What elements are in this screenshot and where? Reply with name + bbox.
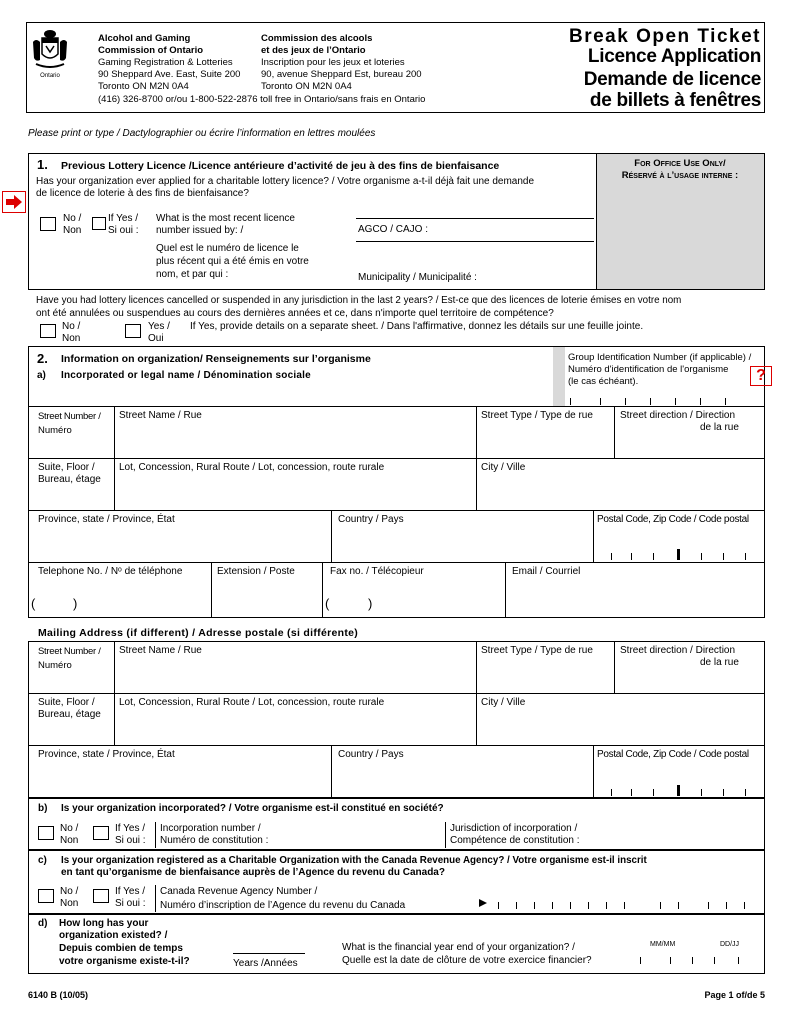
prev-licence-yes-checkbox[interactable] [92,217,106,230]
prev-yes-label: If Yes / [108,213,139,224]
cancelled-question-line2: ont été annulées ou suspendues au cours des dernières années et ce, dans n'importe quel territoire de compétence? [36,308,554,319]
agency-en-line2: Commission of Ontario [98,45,204,56]
municipality-label: Municipality / Municipalité : [358,272,477,283]
fiscal-year-en: What is the financial year end of your organization? / [342,942,575,953]
telephone-area-open: ( [31,596,36,611]
telephone-label: Telephone No. / Nᵒ de téléphone [38,566,183,577]
incorporated-no-label-fr: Non [60,835,79,846]
recent-licence-fr-line3: nom, et par qui : [156,269,229,280]
cra-number-label: Canada Revenue Agency Number / [160,886,318,897]
section1-question-line1: Has your organization ever applied for a charitable lottery licence? / Votre organisme a-t-il déjà fait une demande [36,176,535,187]
fax-label: Fax no. / Télécopieur [330,566,424,577]
section1-number: 1. [37,157,48,172]
street-direction-label: Street direction / Direction [620,410,736,421]
mailing-address-box [28,641,765,798]
mail-suite-label: Suite, Floor / [38,697,95,708]
agco-field-line[interactable] [356,241,594,242]
mail-city-label: City / Ville [481,697,526,708]
cancelled-question-line1: Have you had lottery licences cancelled or suspended in any jurisdiction in the last 2 years? / Est-ce que des licences de loterie émises en votre nom [36,295,682,306]
office-use-line2: Réservé à l’usage interne : [621,170,739,181]
street-type-label: Street Type / Type de rue [481,410,593,421]
mail-street-direction-label-fr: de la rue [700,657,739,668]
street-direction-label-fr: de la rue [700,422,739,433]
ontario-coat-of-arms-logo [30,28,70,80]
section-c-question-line2: en tant qu’organisme de bienfaisance auprès de l’Agence du revenu du Canada? [61,867,445,878]
recent-licence-fr-line1: Quel est le numéro de licence le [156,243,299,254]
section2-heading: Information on organization/ Renseignements sur l’organisme [61,353,371,365]
incorporated-no-checkbox[interactable] [38,826,54,840]
recent-licence-en-line1: What is the most recent licence [156,213,295,224]
attention-arrow-icon [2,191,26,213]
mail-street-name-label: Street Name / Rue [119,645,202,656]
agency-fr-line1: Commission des alcools [261,33,373,44]
section-d-question-line1: How long has your [59,918,149,929]
charity-yes-label-fr: Si oui : [115,898,146,909]
form-title-line1: Break Open Ticket [568,26,761,47]
section-d-question-line2: organization existed? / [59,930,168,941]
section1-heading: Previous Lottery Licence /Licence antérieure d’activité de jeu à des fins de bienfaisance [61,160,500,172]
jurisdiction-label: Jurisdiction of incorporation / [450,823,578,834]
charity-no-checkbox[interactable] [38,889,54,903]
agency-en-line3: Gaming Registration & Lotteries [98,57,233,68]
cancelled-yes-label-fr: Oui [148,333,164,344]
group-id-ticks[interactable] [570,396,760,406]
day-label: DD/JJ [720,941,740,948]
charity-yes-label: If Yes / [115,886,146,897]
legal-name-label: Incorporated or legal name / Dénomination sociale [61,370,311,381]
cra-number-label-fr: Numéro d’inscription de l’Agence du revenu du Canada [160,900,406,911]
form-number: 6140 B (10/05) [28,990,89,1000]
province-label: Province, state / Province, État [38,514,175,525]
help-question-icon[interactable]: ? [750,366,772,386]
agency-en-line1: Alcohol and Gaming [98,33,191,44]
section-b-label: b) [38,803,48,814]
form-title-line2: Licence Application [587,46,761,67]
prev-yes-label-fr: Si oui : [108,225,139,236]
section-c-question-line1: Is your organization registered as a Charitable Organization with the Canada Revenue Agency? / Votre organisme est-il inscrit [61,855,647,866]
mail-postal-label: Postal Code, Zip Code / Code postal [597,749,749,760]
agency-en-line4: 90 Sheppard Ave. East, Suite 200 [98,69,241,80]
incorporated-no-label: No / [60,823,79,834]
street-number-label: Street Number / [38,411,101,422]
prev-licence-no-checkbox[interactable] [40,217,56,231]
cancelled-yes-checkbox[interactable] [125,324,141,338]
mail-suite-label-fr: Bureau, étage [38,709,101,720]
charity-no-label: No / [60,886,79,897]
street-name-label: Street Name / Rue [119,410,202,421]
email-label: Email / Courriel [512,566,581,577]
years-field-line[interactable] [233,953,305,954]
incorporation-number-label-fr: Numéro de constitution : [160,835,269,846]
mail-street-number-label-fr: Numéro [38,660,72,671]
city-label: City / Ville [481,462,526,473]
mail-postal-code-ticks[interactable] [597,785,762,797]
section2-number: 2. [37,351,48,366]
form-title-line4: de billets à fenêtres [589,90,761,111]
month-label: MM/MM [650,941,676,948]
section-d-question-line3: Depuis combien de temps [59,943,183,954]
incorporated-yes-label: If Yes / [115,823,146,834]
mail-street-number-label: Street Number / [38,646,101,657]
group-id-shade [553,347,565,407]
prev-no-label-fr: Non [63,225,82,236]
section-c-label: c) [38,855,47,866]
charity-no-label-fr: Non [60,898,79,909]
section-b-question: Is your organization incorporated? / Votre organisme est-il constitué en société? [61,803,444,814]
fax-area-open: ( [325,596,330,611]
agency-fr-line3: Inscription pour les jeux et loteries [261,57,405,68]
coat-of-arms-icon [30,28,70,72]
section-d-question-line4: votre organisme existe-t-il? [59,956,190,967]
suite-label: Suite, Floor / [38,462,95,473]
country-label: Country / Pays [338,514,404,525]
fiscal-year-fr: Quelle est la date de clôture de votre exercice financier? [342,955,592,966]
page-number: Page 1 of/de 5 [704,990,765,1000]
agency-en-line5: Toronto ON M2N 0A4 [98,81,189,92]
mail-province-label: Province, state / Province, État [38,749,175,760]
cancelled-yes-label: Yes / [148,321,170,332]
mail-street-type-label: Street Type / Type de rue [481,645,593,656]
postal-code-ticks[interactable] [597,549,762,561]
incorporated-yes-checkbox[interactable] [93,826,109,840]
print-instructions: Please print or type / Dactylographier ou écrire l’information en lettres moulées [28,128,376,139]
cra-number-ticks[interactable] [478,897,763,911]
extension-label: Extension / Poste [217,566,295,577]
recent-licence-fr-line2: plus récent qui a été émis en votre [156,256,309,267]
lot-label: Lot, Concession, Rural Route / Lot, concession, route rurale [119,462,385,473]
mail-street-direction-label: Street direction / Direction [620,645,736,656]
agency-fr-line2: et des jeux de l’Ontario [261,45,366,56]
agency-phone: (416) 326-8700 or/ou 1-800-522-2876 toll free in Ontario/sans frais en Ontario [98,94,426,105]
triangle-marker-icon [478,898,488,908]
incorporated-yes-label-fr: Si oui : [115,835,146,846]
cancelled-no-label-fr: Non [62,333,81,344]
telephone-area-close: ) [73,596,78,611]
recent-licence-top-rule [356,218,594,219]
agency-fr-line5: Toronto ON M2N 0A4 [261,81,352,92]
fax-area-close: ) [368,596,373,611]
incorporation-number-label: Incorporation number / [160,823,261,834]
section2a-label: a) [37,370,46,381]
prev-no-label: No / [63,213,82,224]
suite-label-fr: Bureau, étage [38,474,101,485]
form-title-line3: Demande de licence [583,69,761,90]
jurisdiction-label-fr: Compétence de constitution : [450,835,580,846]
cancelled-no-label: No / [62,321,81,332]
years-label: Years /Années [233,958,298,969]
logo-caption: Ontario [40,73,60,79]
group-id-line1: Group Identification Number (if applicable) / [568,352,752,363]
postal-label: Postal Code, Zip Code / Code postal [597,514,749,525]
mailing-address-heading: Mailing Address (if different) / Adresse postale (si différente) [38,627,359,639]
agco-label: AGCO / CAJO : [358,224,429,235]
mail-country-label: Country / Pays [338,749,404,760]
charity-yes-checkbox[interactable] [93,889,109,903]
cancelled-no-checkbox[interactable] [40,324,56,338]
group-id-line2: Numéro d'identification de l'organisme [568,364,729,375]
mail-lot-label: Lot, Concession, Rural Route / Lot, concession, route rurale [119,697,385,708]
cancelled-details: If Yes, provide details on a separate sheet. / Dans l'affirmative, donnez les détails sur une feuille jointe. [190,321,644,332]
office-use-line1: For Office Use Only/ [634,158,726,169]
group-id-line3: (le cas échéant). [568,376,639,387]
section1-question-line2: de licence de loterie à des fins de bienfaisance? [36,188,249,199]
recent-licence-en-line2: number issued by: / [156,225,244,236]
legal-name-field-line[interactable] [28,406,765,407]
section-d-label: d) [38,918,48,929]
agency-fr-line4: 90, avenue Sheppard Est, bureau 200 [261,69,422,80]
street-number-label-fr: Numéro [38,425,72,436]
fiscal-date-ticks[interactable] [630,955,760,965]
